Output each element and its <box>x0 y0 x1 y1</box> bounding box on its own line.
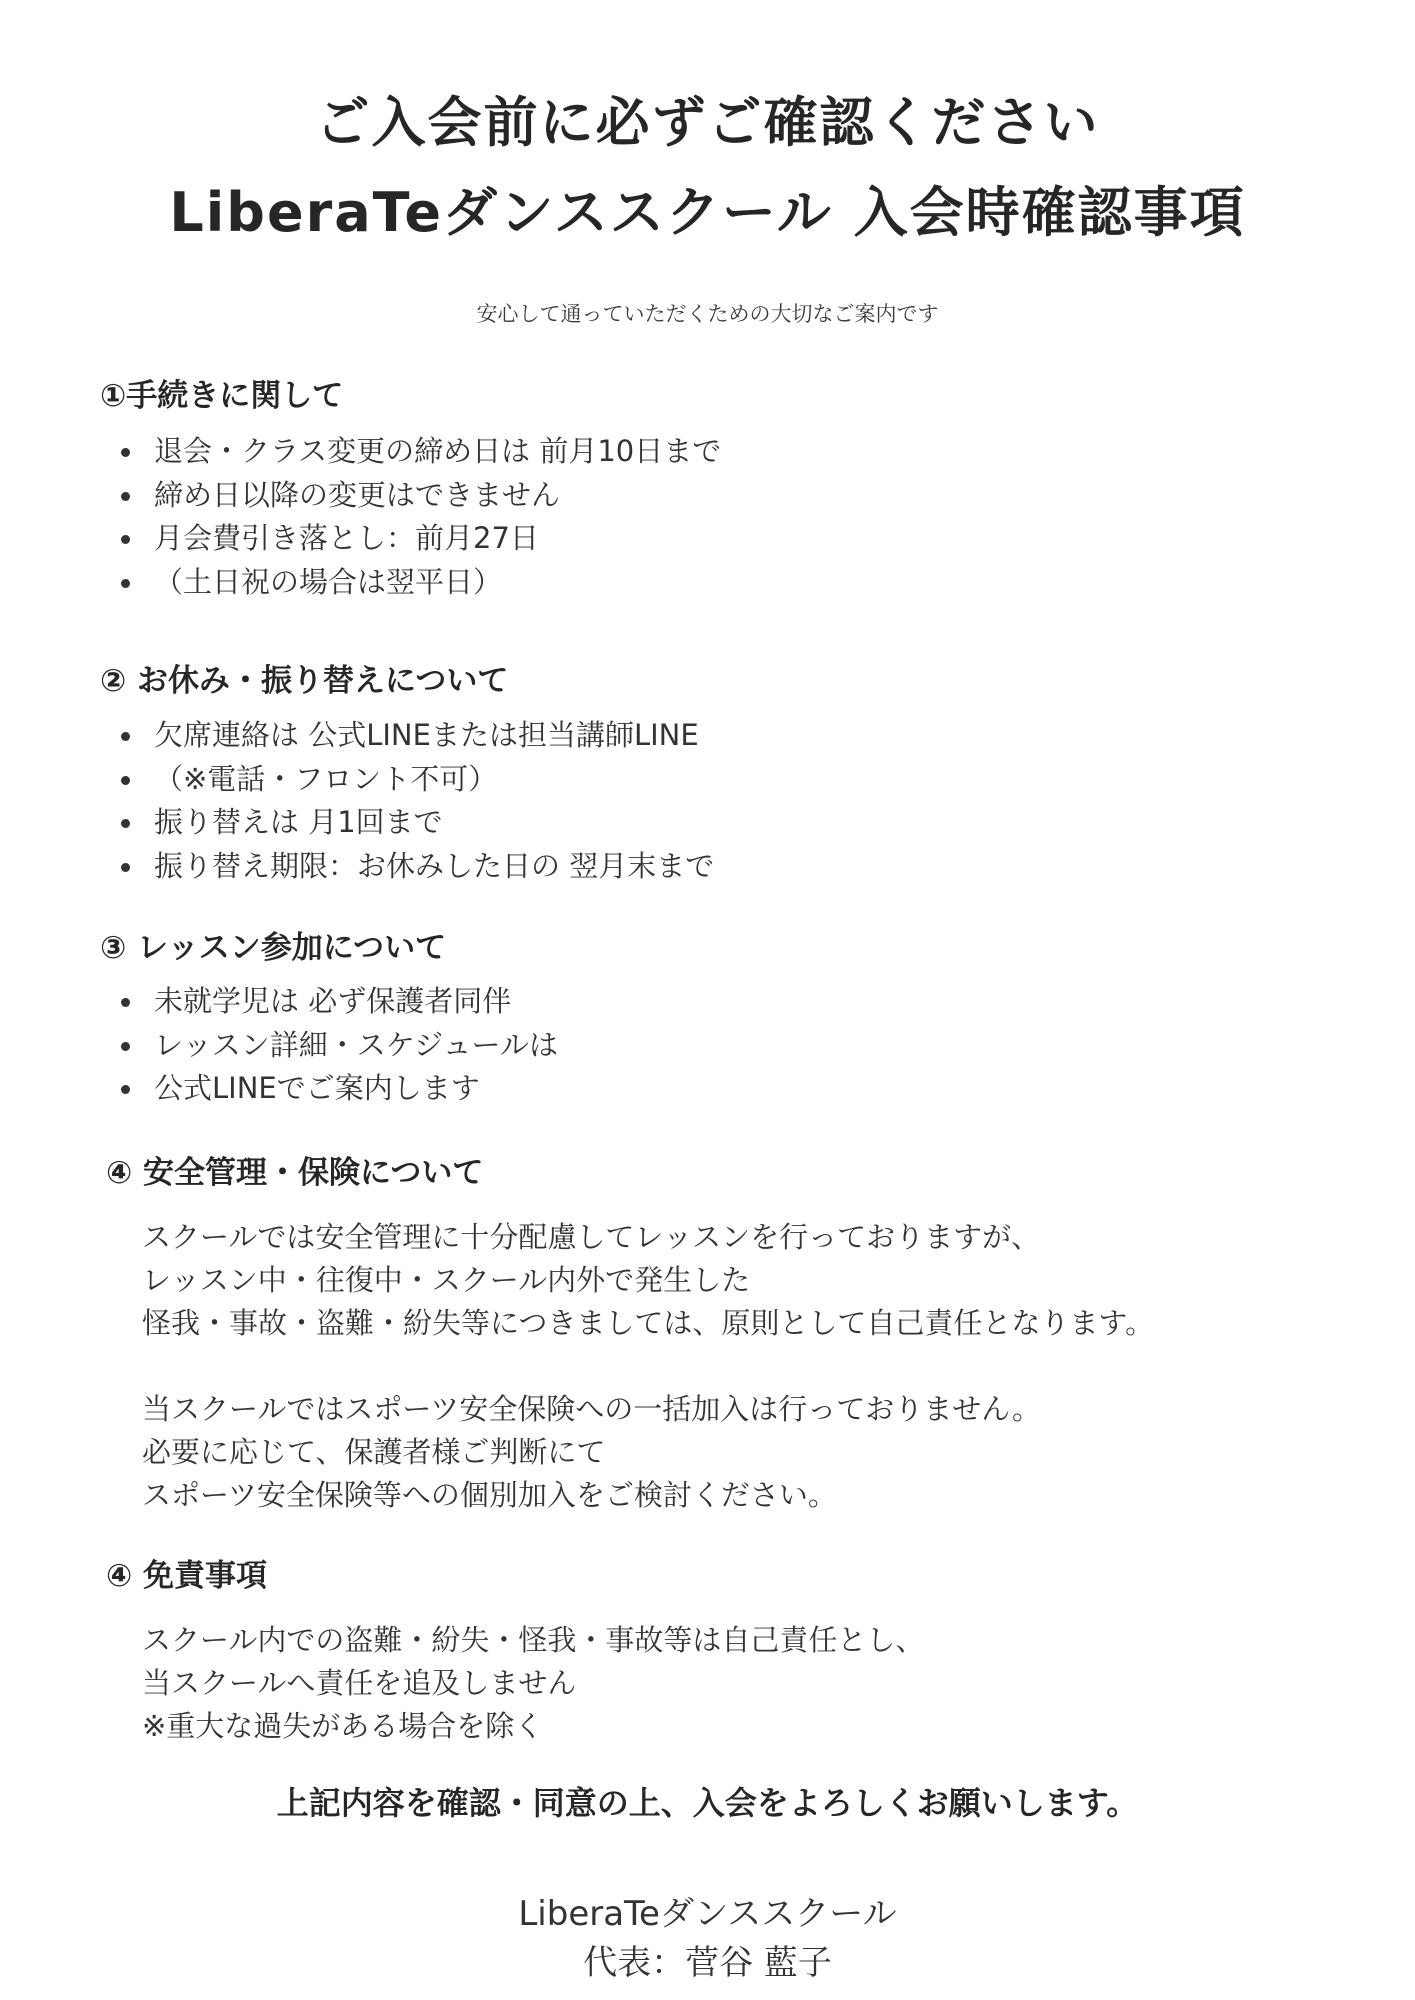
bullet-dot-icon <box>121 579 130 588</box>
bullet-dot-icon <box>121 492 130 501</box>
paragraph-line: 当スクールへ責任を追及しません <box>142 1666 577 1700</box>
signature-representative: 代表：菅谷 藍子 <box>583 1943 832 1983</box>
page-title-line2: LiberaTeダンススクール 入会時確認事項 <box>169 181 1246 244</box>
bullet-dot-icon <box>121 863 130 872</box>
list-item: 欠席連絡は 公式LINEまたは担当講師LINE <box>118 714 714 758</box>
paragraph-line: レッスン中・往復中・スクール内外で発生した <box>142 1263 751 1297</box>
section-heading-safety: ④ 安全管理・保険について <box>106 1155 484 1191</box>
list-item: 締め日以降の変更はできません <box>118 474 721 518</box>
list-item: （土日祝の場合は翌平日） <box>118 561 721 605</box>
list-item: レッスン詳細・スケジュールは <box>118 1024 558 1068</box>
section-heading-lessons: ③ レッスン参加について <box>100 930 447 966</box>
paragraph-line: 必要に応じて、保護者様ご判断にて <box>142 1435 606 1469</box>
page-title-line1: ご入会前に必ずご確認ください <box>315 91 1100 154</box>
bullet-dot-icon <box>121 819 130 828</box>
paragraph-line: ※重大な過失がある場合を除く <box>142 1709 544 1743</box>
section-heading-disclaimer: ④ 免責事項 <box>106 1558 268 1594</box>
bullet-dot-icon <box>121 535 130 544</box>
closing-statement: 上記内容を確認・同意の上、入会をよろしくお願いします。 <box>276 1784 1139 1822</box>
page-subtitle: 安心して通っていただくための大切なご案内です <box>476 302 939 326</box>
bullet-dot-icon <box>121 732 130 741</box>
paragraph-line: スポーツ安全保険等への個別加入をご検討ください。 <box>142 1478 837 1512</box>
list-item: 月会費引き落とし：前月27日 <box>118 517 721 561</box>
paragraph-line: 当スクールではスポーツ安全保険への一括加入は行っておりません。 <box>142 1392 1042 1426</box>
list-item: （※電話・フロント不可） <box>118 758 714 802</box>
bullet-dot-icon <box>121 1085 130 1094</box>
bullet-dot-icon <box>121 776 130 785</box>
section-heading-absence: ② お休み・振り替えについて <box>100 663 509 699</box>
paragraph-line: スクールでは安全管理に十分配慮してレッスンを行っておりますが、 <box>142 1220 1041 1254</box>
procedures-list <box>118 430 721 604</box>
list-item: 振り替えは 月1回まで <box>118 801 714 845</box>
bullet-dot-icon <box>121 1042 130 1051</box>
paragraph-line: スクール内での盗難・紛失・怪我・事故等は自己責任とし、 <box>142 1623 925 1657</box>
absence-list <box>118 714 714 888</box>
signature-school-name: LiberaTeダンススクール <box>518 1894 897 1934</box>
safety-paragraph-2 <box>142 1388 1041 1517</box>
list-item: 振り替え期限：お休みした日の 翌月末まで <box>118 845 714 889</box>
bullet-dot-icon <box>121 998 130 1007</box>
safety-paragraph-1 <box>142 1216 1154 1345</box>
list-item: 公式LINEでご案内します <box>118 1067 558 1111</box>
list-item: 退会・クラス変更の締め日は 前月10日まで <box>118 430 721 474</box>
bullet-dot-icon <box>121 448 130 457</box>
paragraph-line: 怪我・事故・盗難・紛失等につきましては、原則として自己責任となります。 <box>142 1306 1155 1340</box>
lessons-list <box>118 980 558 1111</box>
list-item: 未就学児は 必ず保護者同伴 <box>118 980 558 1024</box>
disclaimer-paragraph <box>142 1619 924 1748</box>
section-heading-procedures: ①手続きに関して <box>100 378 344 414</box>
